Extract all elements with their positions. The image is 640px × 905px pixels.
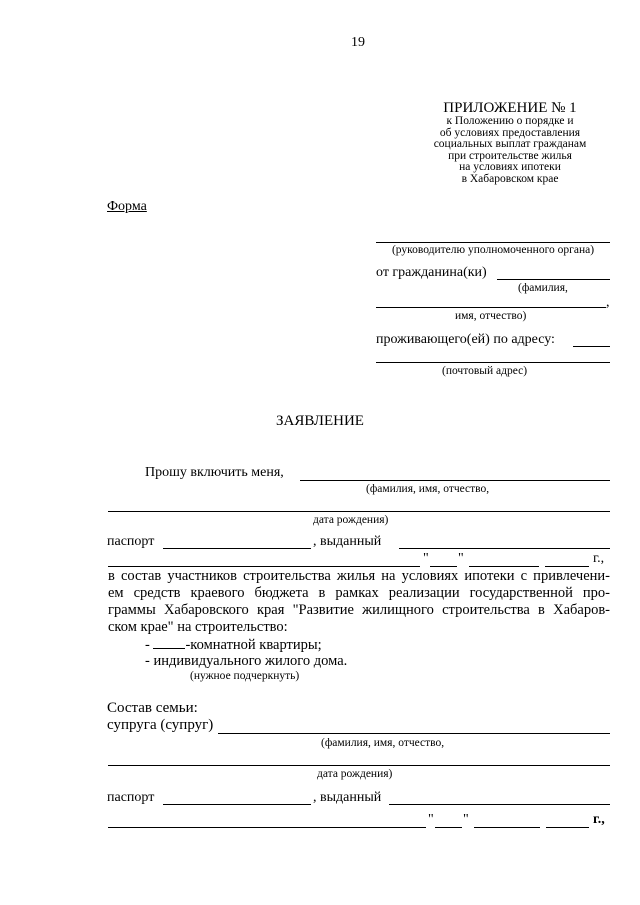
body-line: ем средств краевого бюджета в рамках реализации государственной про- [108,585,610,601]
name-line-comma: , [606,295,610,310]
passport-number-line[interactable] [163,548,311,549]
family-title: Состав семьи: [107,700,198,716]
spouse-issue-year-line[interactable] [546,827,589,828]
applicant-name-caption: (фамилия, имя, отчество, [366,483,490,495]
option-apartment[interactable] [145,636,322,654]
applicant-name-line[interactable] [300,480,610,481]
spouse-quote-close: " [463,812,469,827]
spouse-name-caption: (фамилия, имя, отчество, [321,737,445,749]
surname-caption: (фамилия, [518,282,568,294]
appendix-title: ПРИЛОЖЕНИЕ № 1 [443,100,577,116]
form-label: Форма [107,199,147,214]
spouse-passport-number-line[interactable] [163,804,311,805]
year-suffix: г., [593,551,605,566]
spouse-issue-day-line[interactable] [435,827,462,828]
citizen-name-line[interactable] [376,307,606,308]
option-apartment-label: -комнатной квартиры; [185,637,322,653]
appendix-line: к Положению о порядке и [446,115,574,127]
spouse-quote-open: " [428,812,434,827]
room-count-line[interactable] [153,636,185,649]
issue-day-line[interactable] [430,566,457,567]
body-paragraph [108,568,610,636]
body-line: граммы Хабаровского края "Развитие жилищного строительства в Хабаров- [108,602,610,618]
underline-hint: (нужное подчеркнуть) [190,670,300,682]
addressee-head-line[interactable] [376,242,610,243]
spouse-name-line[interactable] [218,733,610,734]
passport-label: паспорт [107,534,155,549]
document-heading: ЗАЯВЛЕНИЕ [276,413,364,429]
issue-year-line[interactable] [545,566,589,567]
appendix-line: об условиях предоставления [439,126,581,139]
address-line-2[interactable] [376,362,610,363]
spouse-issued-label: , выданный [313,790,382,805]
quote-close: " [458,551,464,566]
name-caption: имя, отчество) [455,310,527,322]
appendix-line: социальных выплат гражданам [433,138,587,150]
appendix-line: на условиях ипотеки [459,161,561,173]
spouse-birth-line[interactable] [108,765,610,766]
postal-caption: (почтовый адрес) [442,365,528,377]
option-house[interactable]: - индивидуального жилого дома. [145,653,348,669]
applicant-birth-caption: дата рождения) [313,514,389,526]
request-label: Прошу включить меня, [145,465,284,480]
spouse-birth-caption: дата рождения) [317,768,393,780]
quote-open: " [423,551,429,566]
citizen-surname-line[interactable] [497,279,610,280]
page-number: 19 [351,35,365,50]
applicant-birth-line[interactable] [108,511,610,512]
spouse-passport-label: паспорт [107,790,155,805]
spouse-issuer-continuation-line[interactable] [108,827,426,828]
residing-label: проживающего(ей) по адресу: [376,332,555,347]
address-line-1[interactable] [573,346,610,347]
body-line: ском крае" на строительство: [108,619,288,635]
spouse-year-suffix: г., [593,812,605,827]
passport-issuer-line[interactable] [399,548,610,549]
option-prefix: - [145,637,154,653]
appendix-line: при строительстве жилья [448,149,572,162]
appendix-line: в Хабаровском крае [461,172,559,185]
addressee-head-caption: (руководителю уполномоченного органа) [391,244,595,256]
issue-month-line[interactable] [469,566,539,567]
body-line: в состав участников строительства жилья на условиях ипотеки с привлечени- [108,568,610,584]
spouse-label: супруга (супруг) [107,717,214,733]
spouse-issue-month-line[interactable] [474,827,540,828]
appendix-block [420,100,600,185]
issued-label: , выданный [313,534,382,549]
from-citizen-label: от гражданина(ки) [376,265,487,280]
spouse-passport-issuer-line[interactable] [389,804,610,805]
issuer-continuation-line[interactable] [108,566,420,567]
